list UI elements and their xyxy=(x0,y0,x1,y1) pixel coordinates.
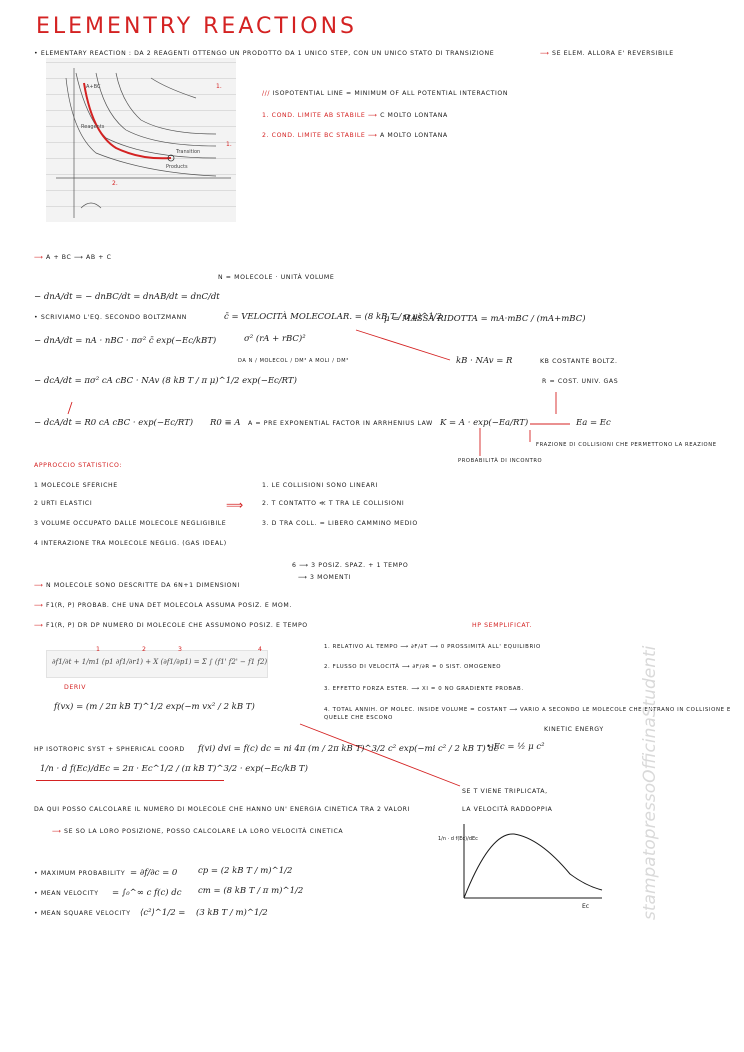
triple-note: SE T VIENE TRIPLICATA, xyxy=(462,788,548,795)
intro-text: • ELEMENTARY REACTION : DA 2 REAGENTI OTTENGO UN PRODOTTO DA 1 UNICO STEP, CON UN UNICO STATO DI TRANSIZIONE xyxy=(34,50,495,57)
ec-underline xyxy=(36,780,224,781)
assumption-left-4: 4 INTERAZIONE TRA MOLECOLE NEGLIG. (GAS IDEAL) xyxy=(34,540,227,547)
calc-note-2: ⟶ SE SO LA LORO POSIZIONE, POSSO CALCOLARE LA LORO VELOCITÀ CINETICA xyxy=(52,828,344,835)
plot-xlabel: Ec xyxy=(582,903,590,910)
plot-ylabel: 1/n · d f(Ec)/dEc xyxy=(438,836,478,842)
ec-distribution: 1/n · d f(Ec)/dEc = 2π · Ec^1/2 / (π kB T)^3/2 · exp(−Ec/kB T) xyxy=(40,764,308,774)
n-molecules: ⟶ N MOLECOLE SONO DESCRITTE DA 6N+1 DIMENSIONI xyxy=(34,582,240,589)
f-vi: f(vi) dvi = f(c) dc = ni 4π (m / 2π kB T)^3/2 c² exp(−mi c² / 2 kB T) dc xyxy=(198,744,499,754)
a-definition: A = PRE EXPONENTIAL FACTOR IN ARRHENIUS LAW xyxy=(248,420,433,427)
assumption-right-1: 1. LE COLLISIONI SONO LINEARI xyxy=(262,482,378,489)
rate-eq-3: − dcA/dt = πσ² cA cBC · NAv (8 kB T / π μ)^1/2 exp(−Ec/RT) xyxy=(34,376,297,386)
f-probability: ⟶ F1(R, P) PROBAB. CHE UNA DET MOLECOLA ASSUMA POSIZ. E MOM. xyxy=(34,602,292,609)
hp-item-1: 1. RELATIVO AL TEMPO ⟶ ∂F/∂T ⟶ 0 PROSSIMITÀ ALL' EQUILIBRIO xyxy=(324,644,541,650)
speed-val-2: cm = (8 kB T / π m)^1/2 xyxy=(198,886,304,896)
ec-definition: • Ec = ½ μ c² xyxy=(486,742,545,752)
photo-label-a: A+BC xyxy=(86,84,101,90)
sigma-def: σ² (rA + rBC)² xyxy=(244,334,306,344)
speed-val-3: (3 kB T / m)^1/2 xyxy=(196,908,268,918)
units-note: DA N / MOLECOL / DM³ A MOLI / DM³ xyxy=(238,358,349,364)
kb-definition: KB COSTANTE BOLTZ. xyxy=(540,358,618,365)
legend-cond2: 2. COND. LIMITE BC STABILE ⟶ A MOLTO LONTANA xyxy=(262,132,448,139)
photo-label-b: Transition xyxy=(176,149,201,155)
rate-equation: − dnA/dt = − dnBC/dt = dnAB/dt = dnC/dt xyxy=(34,292,220,302)
hp-title: HP SEMPLIFICAT. xyxy=(472,622,532,629)
hp-item-3: 3. EFFETTO FORZA ESTER. ⟶ XI = 0 NO GRADIENTE PROBAB. xyxy=(324,686,524,692)
reaction: ⟶ A + BC ⟶ AB + C xyxy=(34,254,112,261)
photo-mark-2: 2. xyxy=(112,180,118,187)
arrhenius-k: K = A · exp(−Ea/RT) xyxy=(440,418,529,428)
statistical-approach: APPROCCIO STATISTICO: xyxy=(34,462,123,469)
mean-velocity-def: c̄ = VELOCITÀ MOLECOLAR. = (8 kB T / π μ)^1/2 xyxy=(224,312,442,322)
double-note: LA VELOCITÀ RADDOPPIA xyxy=(462,806,553,813)
watermark: stampatopressoOfficinaStudenti xyxy=(640,645,660,920)
boltzmann-transport-eq: ∂f1/∂t + 1/m1 (p1 ∂f1/∂r1) + X (∂f1/∂p1) = Σ ∫ (f1' f2' − f1 f2) xyxy=(52,658,268,666)
f-number: ⟶ F1(R, P) DR DP NUMERO DI MOLECOLE CHE ASSUMONO POSIZ. E TEMPO xyxy=(34,622,308,629)
photo-label-c: Products xyxy=(166,164,188,170)
assumption-left-3: 3 VOLUME OCCUPATO DALLE MOLECOLE NEGLIGIBILE xyxy=(34,520,227,527)
legend-cond1: 1. COND. LIMITE AB STABILE ⟶ C MOLTO LONTANA xyxy=(262,112,448,119)
probab-note: PROBABILITÀ DI INCONTRO xyxy=(458,458,543,464)
speed-label-2: • MEAN VELOCITY xyxy=(34,890,99,897)
speed-eq-1: = ∂f/∂c = 0 xyxy=(130,868,178,878)
eq-mark-1: 1 xyxy=(96,646,101,653)
rate-eq-4: − dcA/dt = R0 cA cBC · exp(−Ec/RT) xyxy=(34,418,194,428)
hp-item-2: 2. FLUSSO DI VELOCITÀ ⟶ ∂F/∂R = 0 SIST. OMOGENEO xyxy=(324,664,502,670)
photo-label-d: Reagents xyxy=(81,124,105,130)
reduced-mass: μ = MASSA RIDOTTA = mA·mBC / (mA+mBC) xyxy=(384,314,586,324)
speed-label-1: • MAXIMUM PROBABILITY xyxy=(34,870,126,877)
speed-eq-3: ⟨c²⟩^1/2 = xyxy=(140,908,186,918)
isotropic-hp: HP ISOTROPIC SYST + SPHERICAL COORD xyxy=(34,746,185,753)
photo-mark-3: 1. xyxy=(216,83,222,90)
speed-eq-2: = ∫₀^∞ c f(c) dc xyxy=(112,888,182,898)
speed-label-3: • MEAN SQUARE VELOCITY xyxy=(34,910,131,917)
eq-mark-3: 3 xyxy=(178,646,183,653)
assumption-left-1: 1 MOLECOLE SFERICHE xyxy=(34,482,118,489)
six-dimensions: 6 ⟶ 3 POSIZ. SPAZ. + 1 TEMPO xyxy=(292,562,409,569)
hp-item-4: 4. TOTAL ANNIH. OF MOLEC. INSIDE VOLUME = COSTANT ⟶ VARIO A SECONDO LE MOLECOLE CHE ENTRANO IN COLLISIONE E QUELLE CHE ESCONO xyxy=(324,707,731,721)
n-definition: N = MOLECOLE · UNITÀ VOLUME xyxy=(218,274,335,281)
ea-equals-ec: Ea = Ec xyxy=(576,418,611,428)
calc-note-1: DA QUI POSSO CALCOLARE IL NUMERO DI MOLECOLE CHE HANNO UN' ENERGIA CINETICA TRA 2 VALORI xyxy=(34,806,410,813)
r-definition: R = COST. UNIV. GAS xyxy=(542,378,619,385)
speed-val-1: cp = (2 kB T / m)^1/2 xyxy=(198,866,293,876)
f-vx: f(vx) = (m / 2π kB T)^1/2 exp(−m vx² / 2 kB T) xyxy=(54,702,255,712)
deriv-label: DERIV xyxy=(64,684,87,691)
intro-tail: ⟶ SE ELEM. ALLORA E' REVERSIBILE xyxy=(540,50,674,57)
r0-equals-a: R0 ≡ A xyxy=(210,418,241,428)
energy-distribution-plot xyxy=(440,820,610,910)
implies-arrow: ⟹ xyxy=(226,498,244,512)
plot-curve xyxy=(464,834,602,898)
rate-eq-2: − dnA/dt = nA · nBC · πσ² c̄ exp(−Ec/kBT) xyxy=(34,336,217,346)
frazione-note: FRAZIONE DI COLLISIONI CHE PERMETTONO LA REAZIONE xyxy=(536,442,717,448)
assumption-right-3: 3. D TRA COLL. = LIBERO CAMMINO MEDIO xyxy=(262,520,418,527)
page-title: ELEMENTRY REACTIONS xyxy=(36,14,358,39)
eq-mark-2: 2 xyxy=(142,646,147,653)
kinetic-energy-title: KINETIC ENERGY xyxy=(544,726,604,733)
photo-mark-1: 1. xyxy=(226,141,232,148)
boltzmann-note: • SCRIVIAMO L'EQ. SECONDO BOLTZMANN xyxy=(34,314,188,321)
assumption-right-2: 2. T CONTATTO ≪ T TRA LE COLLISIONI xyxy=(262,500,405,507)
legend-isopotential: /// ISOPOTENTIAL LINE = MINIMUM OF ALL POTENTIAL INTERACTION xyxy=(262,90,509,97)
three-momenta: ⟶ 3 MOMENTI xyxy=(298,574,352,581)
kb-nav: kB · NAv = R xyxy=(456,356,513,366)
eq-mark-4: 4 xyxy=(258,646,263,653)
assumption-left-2: 2 URTI ELASTICI xyxy=(34,500,93,507)
